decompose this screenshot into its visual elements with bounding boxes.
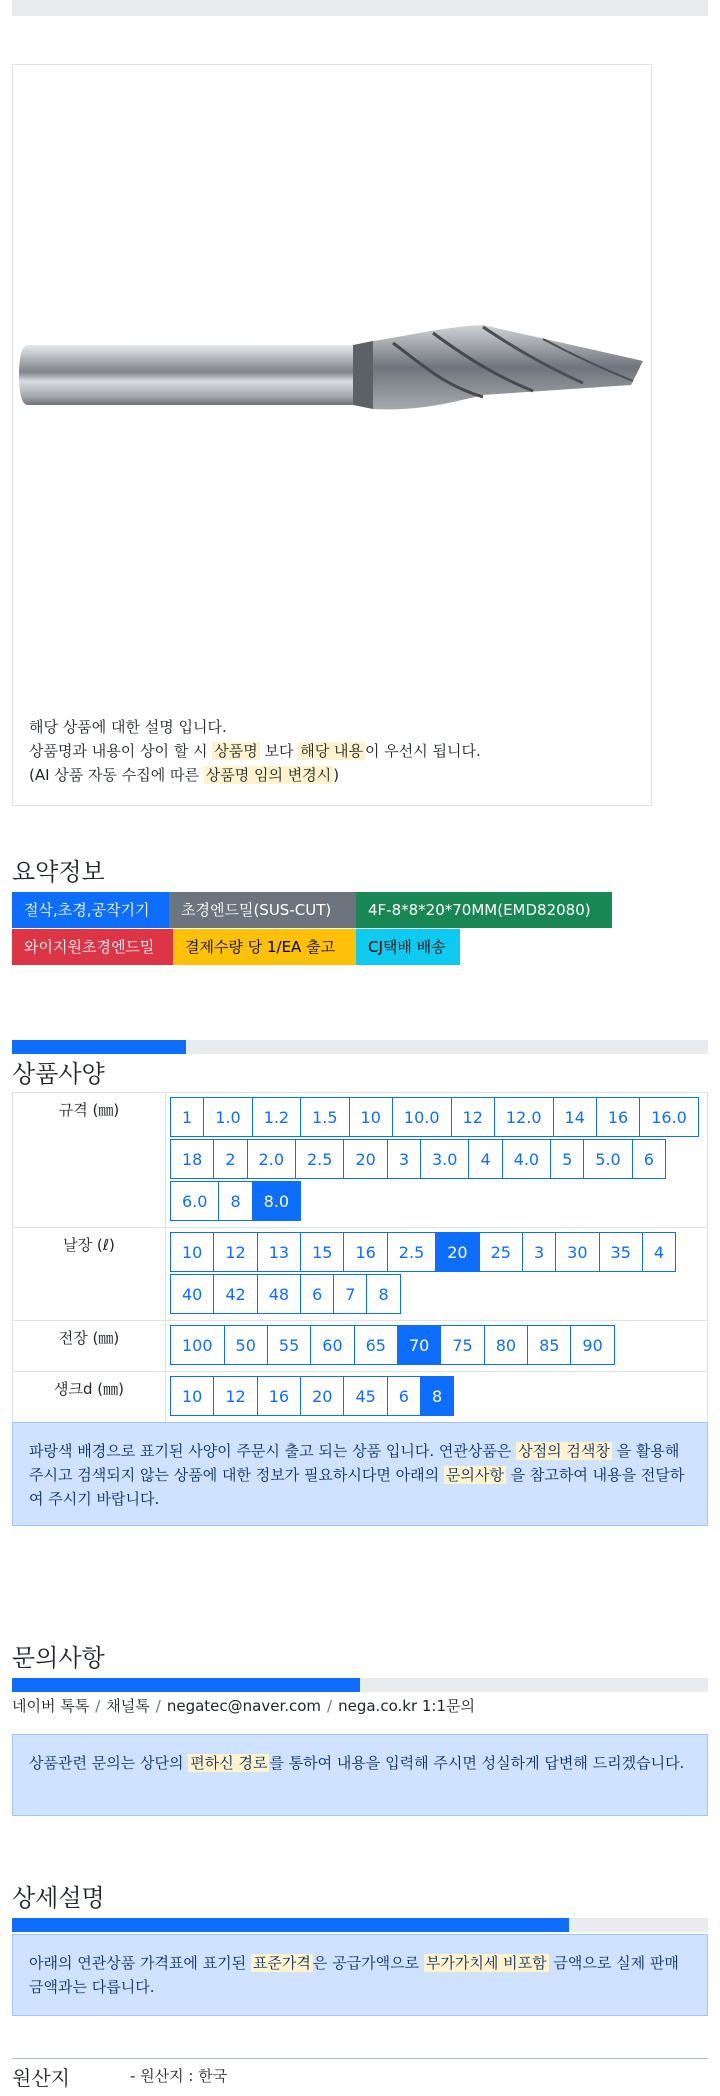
spec-option[interactable]: 3 xyxy=(522,1232,556,1272)
highlighted-text: 표준가격 xyxy=(252,1954,311,1972)
spec-option[interactable]: 6 xyxy=(300,1274,334,1314)
spec-option[interactable]: 16 xyxy=(343,1232,387,1272)
highlighted-text: 상품명 임의 변경시 xyxy=(205,766,332,784)
spec-option[interactable]: 16.0 xyxy=(639,1097,699,1137)
text-segment: 파랑색 배경으로 표기된 사양이 주문시 출고 되는 상품 입니다. 연관상품은 xyxy=(29,1442,517,1460)
text-segment: 금액으로 실제 판매금액과는 다릅니다. xyxy=(29,1954,679,1996)
highlighted-text: 해당 내용 xyxy=(300,742,363,760)
highlighted-text: 상품명 xyxy=(214,742,258,760)
summary-title: 요약정보 xyxy=(12,858,105,886)
spec-row xyxy=(13,1372,708,1423)
contact-email[interactable]: negatec@naver.com xyxy=(166,1697,322,1715)
spec-option[interactable]: 5 xyxy=(550,1139,584,1179)
badge-brand: 와이지원초경엔드밀 xyxy=(12,929,173,965)
spec-option-selected[interactable]: 20 xyxy=(435,1232,479,1272)
spec-option[interactable]: 4 xyxy=(642,1232,676,1272)
highlighted-text: 부가가치세 비포함 xyxy=(425,1954,547,1972)
inquiry-title: 문의사항 xyxy=(12,1644,105,1672)
spec-option[interactable]: 55 xyxy=(267,1325,311,1365)
detail-notice-text xyxy=(29,1954,679,1996)
contact-website-inquiry[interactable]: nega.co.kr 1:1문의 xyxy=(338,1697,475,1715)
spec-option[interactable]: 10 xyxy=(170,1376,214,1416)
spec-option[interactable]: 35 xyxy=(599,1232,643,1272)
spec-option[interactable]: 13 xyxy=(257,1232,301,1272)
spec-table xyxy=(12,1092,708,1423)
spec-option[interactable]: 10 xyxy=(349,1097,393,1137)
highlighted-text: 문의사항 xyxy=(445,1466,504,1484)
spec-label: 날장 (ℓ) xyxy=(13,1228,166,1321)
spec-option[interactable]: 18 xyxy=(170,1139,214,1179)
spec-option[interactable]: 5.0 xyxy=(583,1139,632,1179)
spec-row xyxy=(13,1321,708,1372)
text-segment: ) xyxy=(333,766,340,784)
inquiry-progress-bar xyxy=(12,1678,708,1692)
inquiry-progress-fill xyxy=(12,1678,360,1692)
spec-options xyxy=(166,1321,708,1372)
text-segment: 상품명과 내용이 상이 할 시 xyxy=(29,742,213,760)
specs-progress-bar xyxy=(12,1040,708,1054)
contact-naver-talk[interactable]: 네이버 톡톡 xyxy=(12,1697,90,1715)
spec-option[interactable]: 20 xyxy=(300,1376,344,1416)
contact-separator: / xyxy=(95,1697,101,1715)
spec-option[interactable]: 90 xyxy=(570,1325,614,1365)
spec-option[interactable]: 14 xyxy=(553,1097,597,1137)
specs-notice-text xyxy=(29,1442,684,1508)
specs-title: 상품사양 xyxy=(12,1060,105,1088)
spec-option[interactable]: 3.0 xyxy=(420,1139,469,1179)
spec-option[interactable]: 6.0 xyxy=(170,1181,219,1221)
contact-separator: / xyxy=(327,1697,333,1715)
spec-label: 전장 (㎜) xyxy=(13,1321,166,1372)
spec-option[interactable]: 60 xyxy=(310,1325,354,1365)
origin-label: 원산지 xyxy=(12,2066,70,2090)
badge-model: 4F-8*8*20*70MM(EMD82080) xyxy=(356,892,612,928)
spec-option[interactable]: 50 xyxy=(224,1325,268,1365)
spec-option[interactable]: 48 xyxy=(257,1274,301,1314)
text-segment: 을 활용해 주시고 검색되지 않는 상품에 대한 정보가 필요하시다면 아래의 xyxy=(29,1442,680,1484)
badge-category: 절삭,초경,공작기기 xyxy=(12,892,169,928)
badge-shipping: CJ택배 배송 xyxy=(356,929,460,965)
spec-option[interactable]: 8 xyxy=(218,1181,252,1221)
desc-line-1: 해당 상품에 대한 설명 입니다. xyxy=(29,718,227,736)
specs-notice xyxy=(12,1422,708,1526)
spec-option[interactable]: 12 xyxy=(451,1097,495,1137)
spec-option[interactable]: 16 xyxy=(596,1097,640,1137)
detail-progress-fill xyxy=(12,1918,569,1932)
spec-option[interactable]: 7 xyxy=(333,1274,367,1314)
product-image-description xyxy=(29,715,481,787)
spec-options xyxy=(166,1093,708,1228)
highlighted-text: 편하신 경로 xyxy=(190,1754,268,1772)
spec-option[interactable]: 25 xyxy=(479,1232,523,1272)
spec-option[interactable]: 45 xyxy=(343,1376,387,1416)
spec-row xyxy=(13,1228,708,1321)
spec-option[interactable]: 12 xyxy=(213,1232,257,1272)
spec-option[interactable]: 42 xyxy=(213,1274,257,1314)
text-segment: 은 공급가액으로 xyxy=(312,1954,424,1972)
spec-option[interactable]: 85 xyxy=(527,1325,571,1365)
spec-option[interactable]: 20 xyxy=(343,1139,387,1179)
contact-channel-talk[interactable]: 채널톡 xyxy=(106,1697,150,1715)
spec-options xyxy=(166,1228,708,1321)
spec-option[interactable]: 12 xyxy=(213,1376,257,1416)
spec-row xyxy=(13,1093,708,1228)
inquiry-notice-text xyxy=(29,1754,684,1772)
spec-label: 섕크d (㎜) xyxy=(13,1372,166,1423)
text-segment: 이 우선시 됩니다. xyxy=(364,742,481,760)
text-segment: 를 통하여 내용을 입력해 주시면 성실하게 답변해 드리겠습니다. xyxy=(269,1754,685,1772)
spec-label: 규격 (㎜) xyxy=(13,1093,166,1228)
spec-table-wrap xyxy=(12,1092,708,1423)
highlighted-text: 상점의 검색창 xyxy=(518,1442,610,1460)
badge-type: 초경엔드밀(SUS-CUT) xyxy=(169,892,356,928)
origin-value: - 원산지 : 한국 xyxy=(130,2067,228,2085)
text-segment: (AI 상품 자동 수집에 따른 xyxy=(29,766,204,784)
spec-option[interactable]: 1 xyxy=(170,1097,204,1137)
spec-option[interactable]: 100 xyxy=(170,1325,225,1365)
spec-option[interactable]: 75 xyxy=(440,1325,484,1365)
spec-option[interactable]: 65 xyxy=(354,1325,398,1365)
spec-option[interactable]: 2.5 xyxy=(295,1139,344,1179)
text-segment: 보다 xyxy=(259,742,299,760)
spec-option[interactable]: 1.0 xyxy=(203,1097,252,1137)
spec-option[interactable]: 80 xyxy=(484,1325,528,1365)
spec-option[interactable]: 1.2 xyxy=(252,1097,301,1137)
spec-option[interactable]: 30 xyxy=(555,1232,599,1272)
text-segment: 을 참고하여 내용을 전달하여 주시기 바랍니다. xyxy=(29,1466,685,1508)
spec-option[interactable]: 1.5 xyxy=(300,1097,349,1137)
desc-line-3 xyxy=(29,763,481,787)
spec-option[interactable]: 16 xyxy=(257,1376,301,1416)
spec-option[interactable]: 2.5 xyxy=(387,1232,436,1272)
endmill-product-image xyxy=(13,265,653,705)
spec-option-selected[interactable]: 8 xyxy=(420,1376,454,1416)
text-segment: 아래의 연관상품 가격표에 표기된 xyxy=(29,1954,251,1972)
spec-option[interactable]: 15 xyxy=(300,1232,344,1272)
contact-separator: / xyxy=(155,1697,161,1715)
spec-option[interactable]: 3 xyxy=(387,1139,421,1179)
spec-option[interactable]: 12.0 xyxy=(494,1097,554,1137)
inquiry-contacts xyxy=(12,1695,475,1716)
inquiry-notice xyxy=(12,1734,708,1816)
badge-quantity: 결제수량 당 1/EA 출고 xyxy=(173,929,356,965)
spec-option[interactable]: 2 xyxy=(213,1139,247,1179)
summary-badges xyxy=(12,892,712,972)
spec-option[interactable]: 6 xyxy=(632,1139,666,1179)
detail-progress-bar xyxy=(12,1918,708,1932)
spec-option[interactable]: 40 xyxy=(170,1274,214,1314)
spec-option-selected[interactable]: 70 xyxy=(397,1325,441,1365)
detail-notice xyxy=(12,1934,708,2016)
spec-options xyxy=(166,1372,708,1423)
origin-divider xyxy=(12,2058,708,2059)
spec-option[interactable]: 4.0 xyxy=(502,1139,551,1179)
spec-option[interactable]: 10.0 xyxy=(392,1097,452,1137)
detail-title: 상세설명 xyxy=(12,1884,105,1912)
spec-option[interactable]: 10 xyxy=(170,1232,214,1272)
product-image-card xyxy=(12,64,652,806)
spec-option-selected[interactable]: 8.0 xyxy=(252,1181,301,1221)
top-divider-bar xyxy=(12,0,708,16)
desc-line-2 xyxy=(29,739,481,763)
text-segment: 상품관련 문의는 상단의 xyxy=(29,1754,189,1772)
specs-progress-fill xyxy=(12,1040,186,1054)
spec-option[interactable]: 6 xyxy=(387,1376,421,1416)
spec-option[interactable]: 8 xyxy=(366,1274,400,1314)
spec-option[interactable]: 2.0 xyxy=(247,1139,296,1179)
spec-option[interactable]: 4 xyxy=(468,1139,502,1179)
